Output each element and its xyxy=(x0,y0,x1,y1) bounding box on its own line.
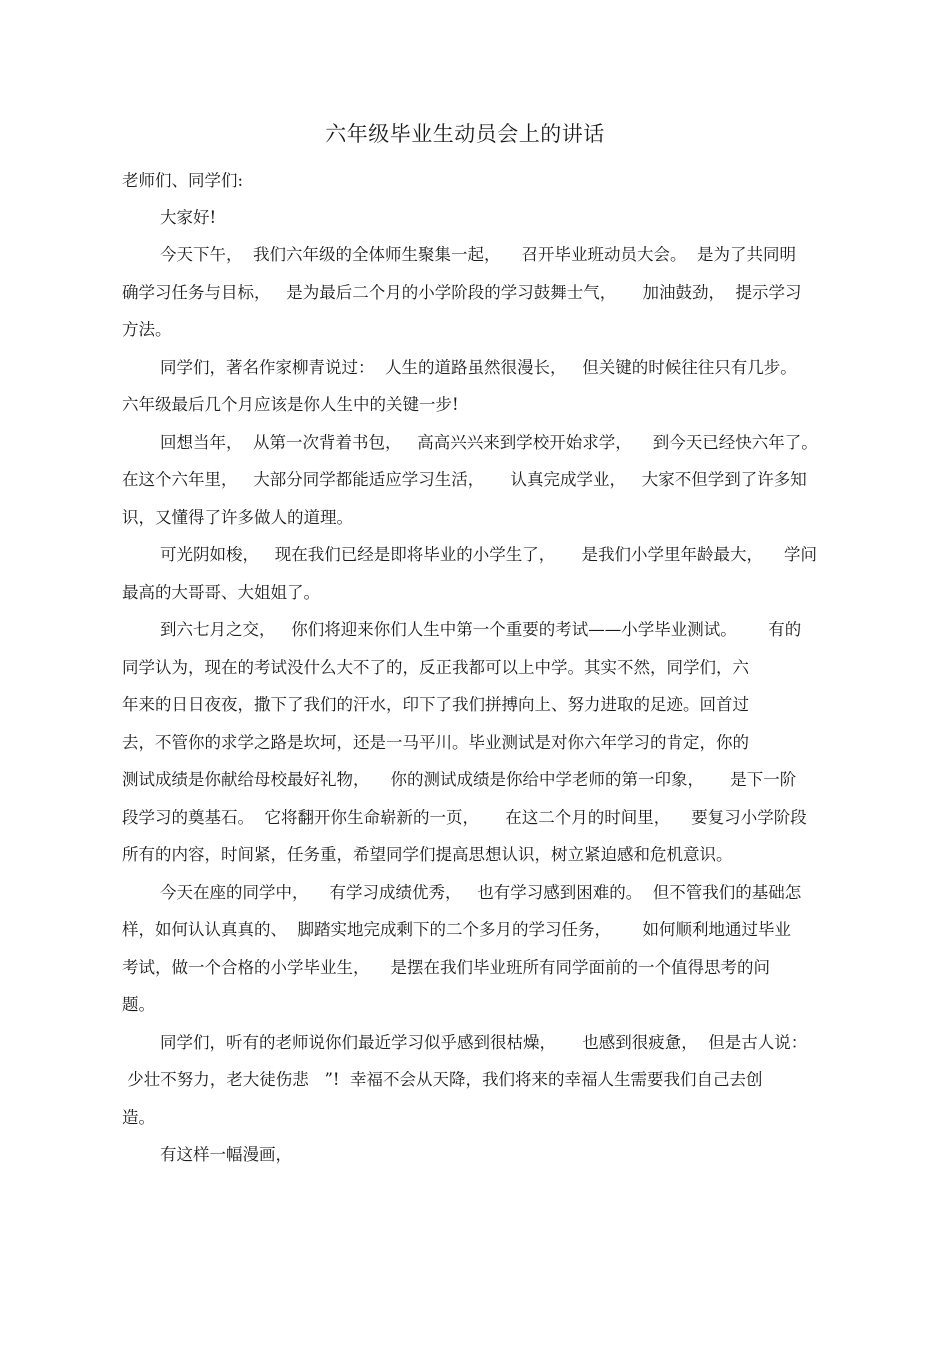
paragraph-line: 同学认为，现在的考试没什么大不了的，反正我都可以上中学。其实不然，同学们，六 xyxy=(122,658,749,677)
paragraph-line: 在这个六年里， 大部分同学都能适应学习生活， 认真完成学业， 大家不但学到了许多知 xyxy=(122,470,807,489)
paragraph-line: 回想当年， 从第一次背着书包， 高高兴兴来到学校开始求学， 到今天已经快六年了。 xyxy=(160,433,818,452)
paragraph-line: 样，如何认认真真的、 脚踏实地完成剩下的二个多月的学习任务， 如何顺利地通过毕业 xyxy=(122,920,791,939)
paragraph-line: 到六七月之交， 你们将迎来你们人生中第一个重要的考试——小学毕业测试。 有的 xyxy=(160,620,802,639)
paragraph-line: 今天在座的同学中， 有学习成绩优秀， 也有学习感到困难的。 但不管我们的基础怎 xyxy=(160,883,802,902)
paragraph-line: 去，不管你的求学之路是坎坷，还是一马平川。毕业测试是对你六年学习的肯定，你的 xyxy=(122,733,749,752)
paragraph-line: 测试成绩是你献给母校最好礼物， 你的测试成绩是你给中学老师的第一印象， 是下一阶 xyxy=(122,770,797,789)
paragraph-line: 造。 xyxy=(122,1108,155,1127)
document-title: 六年级毕业生动员会上的讲话 xyxy=(325,122,605,146)
paragraph-line: 年来的日日夜夜，撒下了我们的汗水，印下了我们拼搏向上、努力进取的足迹。回首过 xyxy=(122,695,749,714)
paragraph-line: 考试，做一个合格的小学毕业生， 是摆在我们毕业班所有同学面前的一个值得思考的问 xyxy=(122,958,770,977)
paragraph-line: 可光阴如梭， 现在我们已经是即将毕业的小学生了， 是我们小学里年龄最大， 学问 xyxy=(160,545,817,564)
paragraph-line: 所有的内容，时间紧，任务重，希望同学们提高思想认识，树立紧迫感和危机意识。 xyxy=(122,845,733,864)
paragraph-line: 今天下午， 我们六年级的全体师生聚集一起， 召开毕业班动员大会。 是为了共同明 xyxy=(160,245,796,264)
paragraph-line: 同学们，著名作家柳青说过： 人生的道路虽然很漫长， 但关键的时候往往只有几步。 xyxy=(160,358,797,377)
salutation: 老师们、同学们: xyxy=(122,171,244,190)
paragraph-line: 最高的大哥哥、大姐姐了。 xyxy=(122,583,320,602)
paragraph-line: 六年级最后几个月应该是你人生中的关键一步! xyxy=(122,395,459,414)
paragraph-line: 同学们，听有的老师说你们最近学习似乎感到很枯燥， 也感到很疲惫， 但是古人说： xyxy=(160,1033,808,1052)
paragraph-line: 方法。 xyxy=(122,320,172,339)
paragraph-line: 题。 xyxy=(122,995,155,1014)
paragraph-line: 识，又懂得了许多做人的道理。 xyxy=(122,508,353,527)
paragraph-line: 确学习任务与目标， 是为最后二个月的小学阶段的学习鼓舞士气， 加油鼓劲， 提示学习 xyxy=(122,283,802,302)
paragraph-line: 段学习的奠基石。 它将翻开你生命崭新的一页， 在这二个月的时间里， 要复习小学阶段 xyxy=(122,808,807,827)
paragraph-line: 少壮不努力，老大徒伤悲 ”! 幸福不会从天降，我们将来的幸福人生需要我们自己去创 xyxy=(122,1070,763,1089)
paragraph-line: 有这样一幅漫画， xyxy=(160,1145,292,1164)
greeting: 大家好! xyxy=(160,208,217,227)
